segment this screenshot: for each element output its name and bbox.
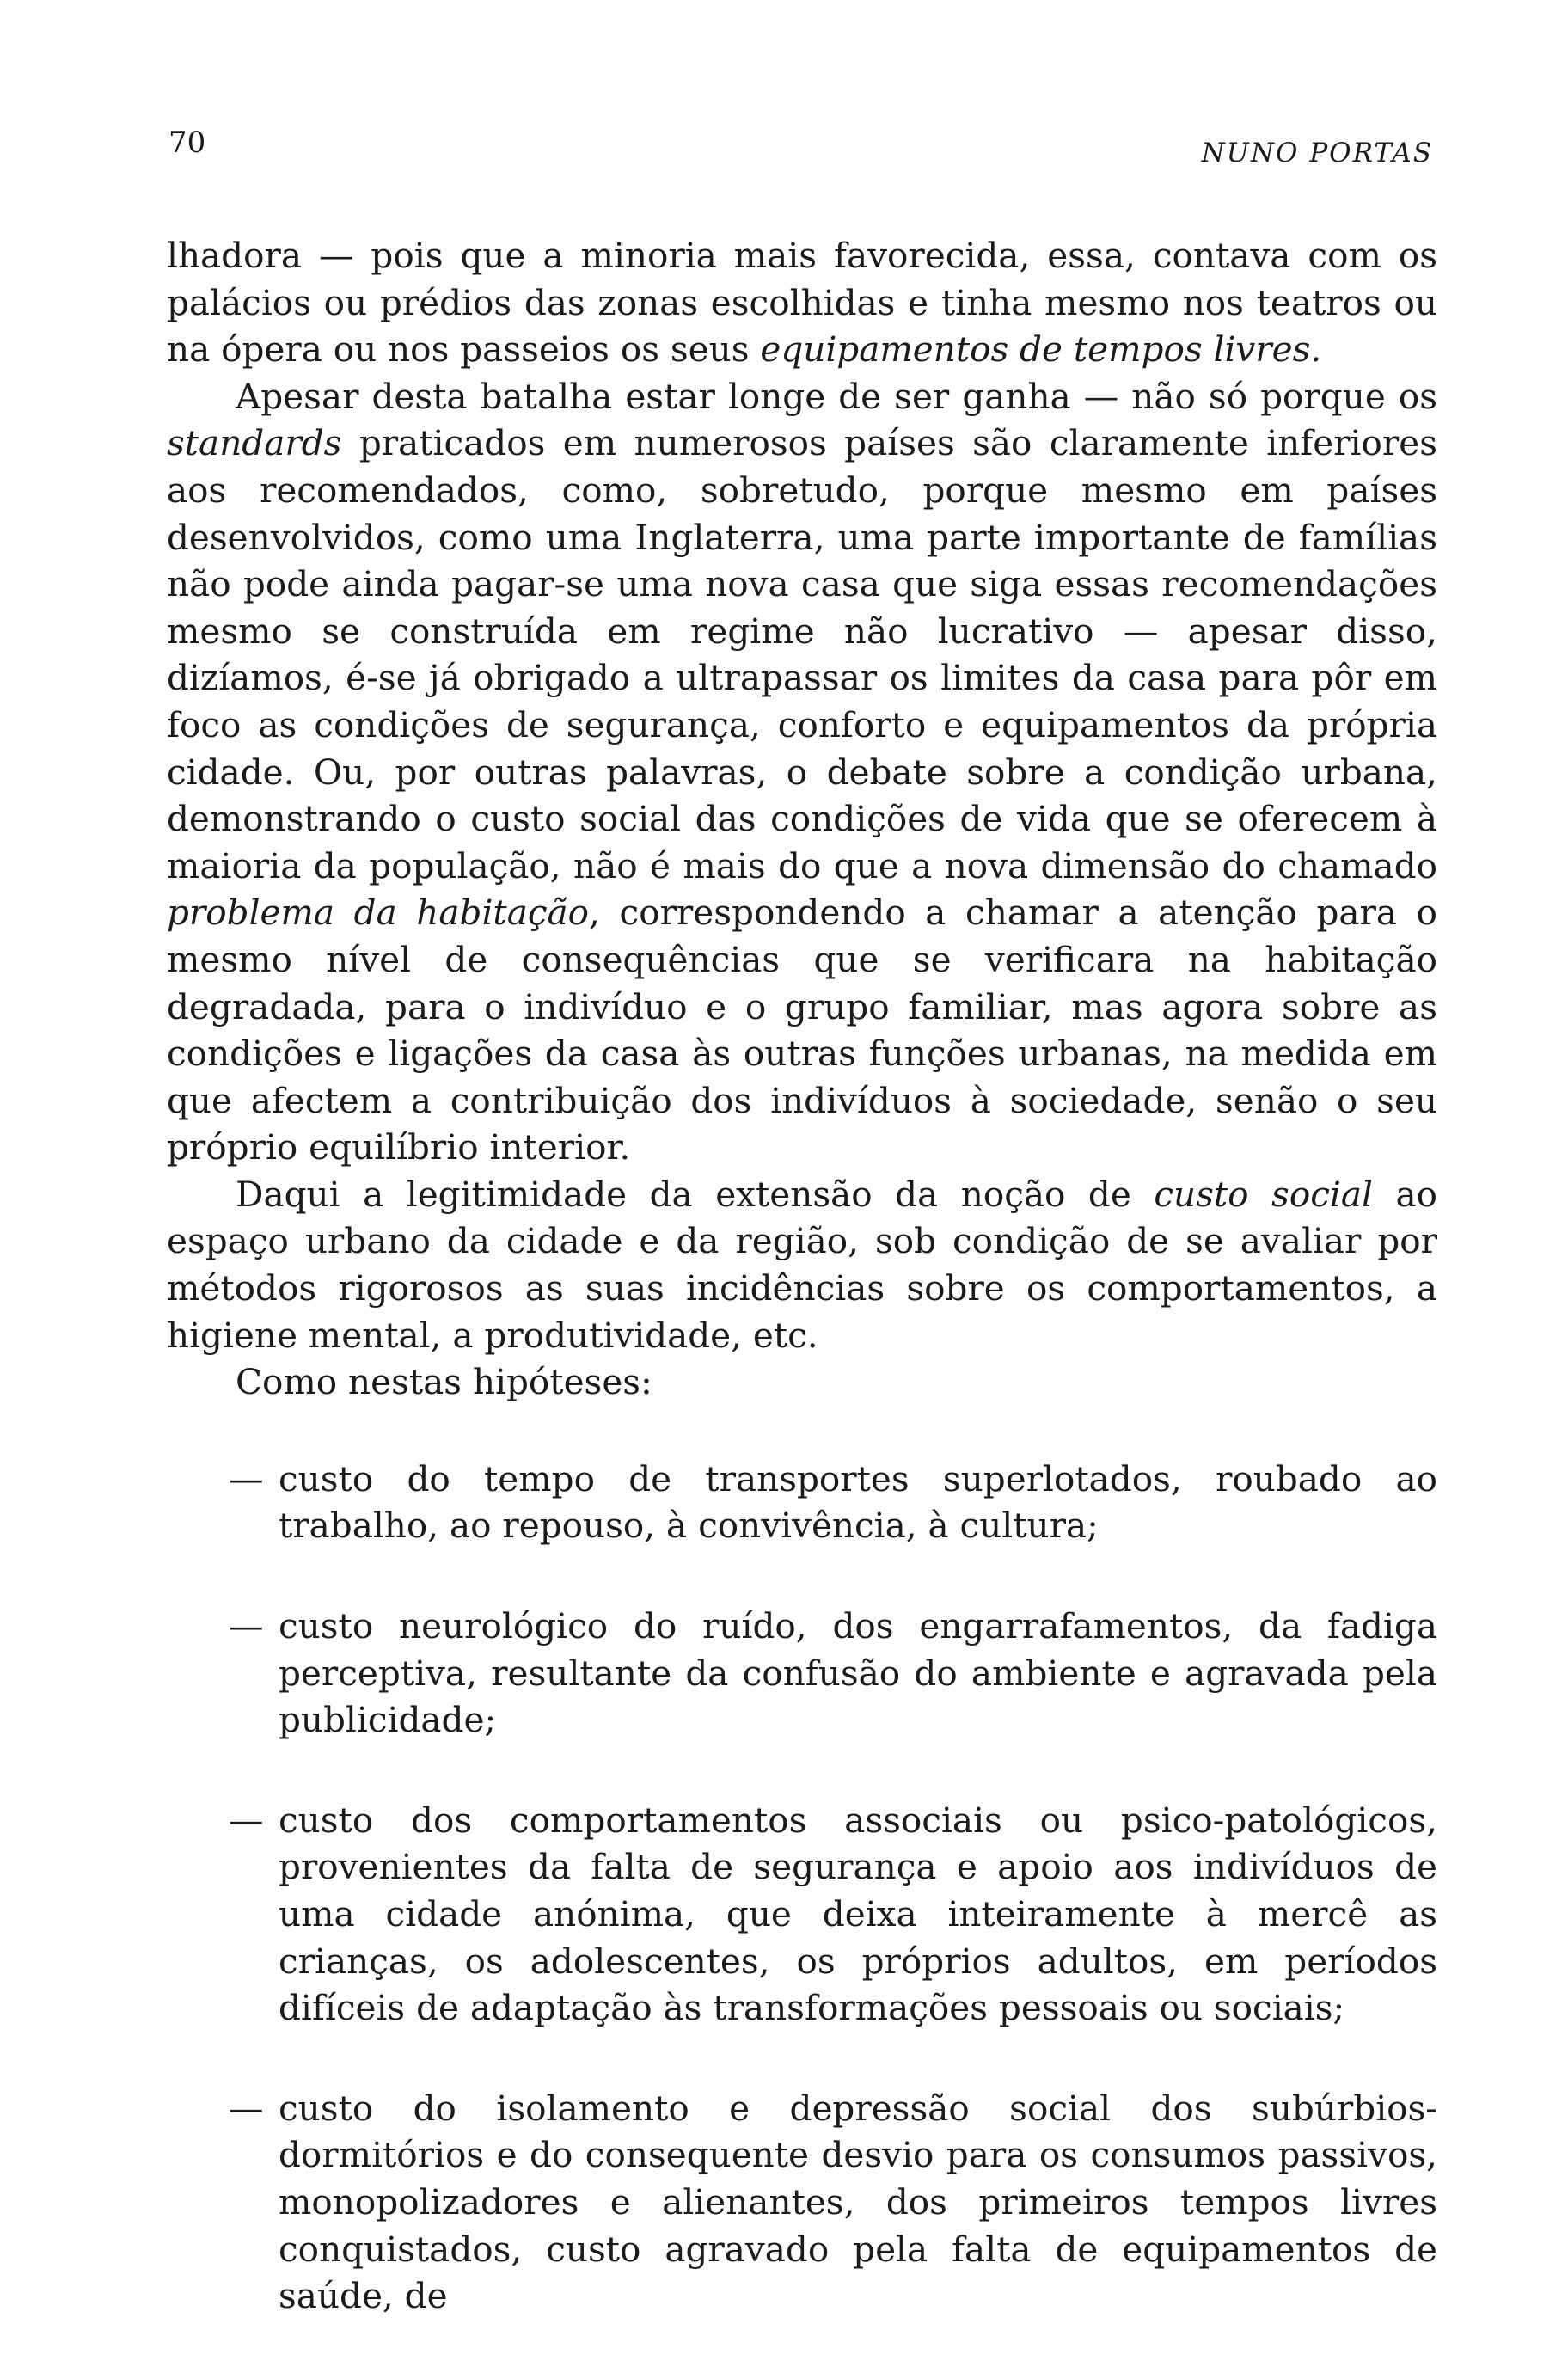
- text-run: lhadora — pois que a minoria mais favorecida, essa, contava com os palácios ou prédios das zonas escolhidas e tinha mesmo nos teatros ou na ópera ou nos passeios os seus: [167, 235, 1437, 371]
- cost-list: [167, 1456, 1437, 2320]
- text-run: Apesar desta batalha estar longe de ser ganha — não só porque os: [236, 375, 1437, 417]
- list-item: [167, 2085, 1437, 2320]
- text-run: Daqui a legitimidade da extensão da noção de: [236, 1173, 1155, 1215]
- running-head: NUNO PORTAS: [1201, 138, 1433, 169]
- italic-text: equipamentos de tempos livres.: [760, 328, 1322, 371]
- italic-text: custo social: [1154, 1173, 1373, 1215]
- body-text: [167, 232, 1437, 2373]
- paragraph: [167, 1171, 1437, 1358]
- list-dash: —: [229, 1605, 264, 1647]
- italic-text: standards: [167, 422, 342, 464]
- page-number: 70: [168, 126, 206, 160]
- paragraph: Como nestas hipóteses:: [236, 1361, 652, 1403]
- list-item-text: custo do isolamento e depressão social dos subúrbios-dormitórios e do consequente desvio para os consumos passivos, monopolizadores e alienantes, dos primeiros tempos livres conquistados, custo agravado pela falta de equipamentos de saúde, de: [279, 2087, 1437, 2317]
- paragraph: [167, 232, 1437, 373]
- text-run: praticados em numerosos países são claramente inferiores aos recomendados, como, sobretudo, porque mesmo em países desenvolvidos, como uma Inglaterra, uma parte importante de famílias não pode ainda pagar-se uma nova casa que siga essas recomendações mesmo se construída em regime não lucrativo — apesar disso, dizíamos, é-se já obrigado a ultrapassar os limites da casa para pôr em foco as condições de segurança, conforto e equipamentos da própria cidade. Ou, por outras palavras, o debate sobre a condição urbana, demonstrando o custo social das condições de vida que se oferecem à maioria da população, não é mais do que a nova dimensão do chamado: [167, 422, 1437, 886]
- italic-text: problema da habitação: [167, 892, 590, 934]
- list-item-text: custo dos comportamentos associais ou psico-patológicos, provenientes da falta de segurança e apoio aos indivíduos de uma cidade anónima, que deixa inteiramente à mercê as crianças, os adolescentes, os próprios adultos, em períodos difíceis de adaptação às transformações pessoais ou sociais;: [279, 1799, 1437, 2029]
- text-run: ao espaço urbano da cidade e da região, sob condição de se avaliar por métodos rigorosos as suas incidências sobre os comportamentos, a higiene mental, a produtividade, etc.: [167, 1173, 1437, 1356]
- list-item: [167, 1797, 1437, 2032]
- list-item-text: custo do tempo de transportes superlotados, roubado ao trabalho, ao repouso, à convivência, à cultura;: [279, 1457, 1437, 1547]
- list-item-text: custo neurológico do ruído, dos engarrafamentos, da fadiga perceptiva, resultante da confusão do ambiente e agravada pela publicidade;: [279, 1605, 1437, 1741]
- list-dash: —: [229, 1799, 264, 1841]
- list-dash: —: [229, 1457, 264, 1499]
- paragraph: [167, 373, 1437, 1171]
- text-run: , correspondendo a chamar a atenção para o mesmo nível de consequências que se verificara na habitação degradada, para o indivíduo e o grupo familiar, mas agora sobre as condições e ligações da casa às outras funções urbanas, na medida em que afectem a contribuição dos indivíduos à sociedade, senão o seu próprio equilíbrio interior.: [167, 892, 1437, 1168]
- list-item: [167, 1456, 1437, 1549]
- list-item: [167, 1603, 1437, 1744]
- list-dash: —: [229, 2087, 264, 2129]
